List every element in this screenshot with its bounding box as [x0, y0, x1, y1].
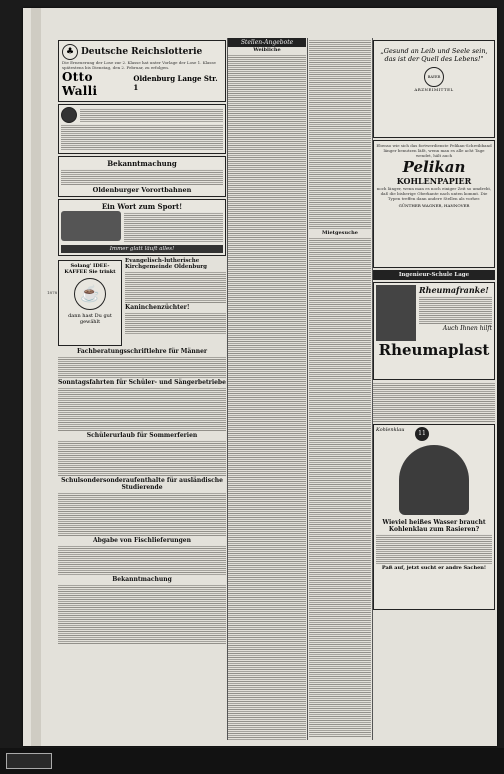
kaffee-ad	[58, 260, 122, 346]
kaninchen-title: Kaninchenzüchter!	[125, 304, 190, 311]
pelikan-intro: Ebenso wie sich das fortwerdienste Pelikan-Schreibband länger benutzen läßt, wenn man es alle acht Tage wendet, hält auch	[376, 143, 492, 158]
party-emblem-icon	[61, 107, 77, 123]
kohle-brand: Kohlenklau	[376, 427, 405, 433]
rheuma-ad	[373, 282, 495, 380]
stellen-heading: Stellen-Angebote	[228, 38, 306, 47]
stellen-sub: Weibliche	[253, 47, 281, 53]
rheuma-headline: Rheumafranke!	[419, 285, 489, 295]
section-title-1: Fachberatungsschriftlehre für Männer	[76, 348, 208, 355]
section-title-2: Sonntagsfahrten für Schüler- und Sängerbetriebe	[58, 379, 226, 386]
section-title-5: Abgabe von Fischlieferungen	[93, 537, 191, 544]
ingenieur-banner: Ingenieur-Schule Lage	[373, 270, 495, 280]
lotterie-text: Die Erneuerung der Lose zur 2. Klasse hat unter Vorlage der Lose 1. Klasse spätestens bis Dienstag, den 2. Februar, zu erfolgen.	[62, 60, 216, 70]
swimmer-illustration	[61, 211, 121, 241]
seller-address: Oldenburg Lange Str. 1	[133, 74, 218, 92]
lotterie-ad	[58, 40, 226, 102]
column-2-classifieds	[228, 38, 306, 740]
kohle-tagline: Paß auf, jetzt sucht er andre Sachen!	[381, 565, 487, 571]
column-4-ads	[373, 38, 495, 740]
notices	[58, 348, 226, 644]
page-thumbnail[interactable]	[6, 753, 52, 769]
notice-title: Bekanntmachung	[107, 159, 177, 168]
ad-row	[58, 258, 226, 348]
column-3-classifieds	[309, 38, 371, 740]
newspaper-page	[23, 8, 497, 746]
clover-icon: ♣	[62, 44, 78, 60]
kohlenklau-ad	[373, 424, 495, 610]
banner-strip: Immer glatt läuft alles!	[61, 245, 223, 253]
kohlenklau-figure	[399, 445, 469, 515]
winterhilfe-notice	[58, 156, 226, 197]
page-number: 1878	[47, 290, 58, 295]
mietgesuche-heading: Mietgesuche	[322, 230, 358, 236]
rheuma-brand: Rheumaplast	[378, 341, 490, 359]
kaffee-top-text: Solang' IDEE-KAFFEE Sie trinkt	[64, 263, 116, 275]
pelikan-brand: Pelikan	[402, 158, 466, 176]
seller-name: Otto Walli	[62, 70, 98, 98]
church-title: Evangelisch-lutherische Kirchgemeinde Oldenburg	[125, 258, 207, 270]
section-title-4: Schulsondersonderaufenthalte für ausländische Studierende	[61, 477, 223, 491]
number-badge: 11	[415, 427, 429, 441]
sport-ad	[58, 199, 226, 256]
section-title-6: Bekanntmachung	[112, 576, 172, 583]
pelikan-company: GÜNTHER WAGNER, HANNOVER	[398, 203, 470, 208]
bayer-ad	[373, 40, 495, 138]
pelikan-ad	[373, 140, 495, 268]
thumbnail-strip[interactable]	[0, 748, 504, 774]
bayer-quote: „Gesund an Leib und Seele sein, das ist der Quell des Lebens!"	[380, 47, 488, 63]
vorortbahnen-title: Oldenburger Vorortbahnen	[92, 186, 192, 194]
bayer-cross-logo: BAYER	[424, 67, 444, 87]
dienststellen-ad	[58, 104, 226, 154]
kohle-question: Wieviel heißes Wasser braucht Kohlenklau zum Rasieren?	[382, 519, 486, 533]
kaffee-cup-icon: ☕	[74, 278, 106, 310]
pelikan-product: KOHLENPAPIER	[396, 176, 472, 186]
rheuma-slogan: Auch Ihnen hilft	[442, 325, 492, 332]
lotterie-title: Deutsche Reichslotterie	[81, 47, 203, 57]
page-gutter	[31, 8, 41, 746]
sport-title: Ein Wort zum Sport!	[101, 202, 183, 211]
church-column	[125, 258, 226, 348]
rheuma-illustration	[376, 285, 416, 341]
column-1	[58, 38, 226, 740]
section-title-3: Schülerurlaub für Sommerferien	[86, 432, 198, 439]
arzneimittel-label: ARZNEIMITTEL	[414, 87, 454, 92]
pelikan-text: noch länger, wenn man es noch einiger Zeit so umdreht, daß die bisherige Oberkante nach unten kommt. Die Typen treffen dann andere Stellen als vorher.	[376, 186, 492, 201]
kaffee-bottom-text: dann hast Du gut gewählt	[68, 313, 112, 325]
